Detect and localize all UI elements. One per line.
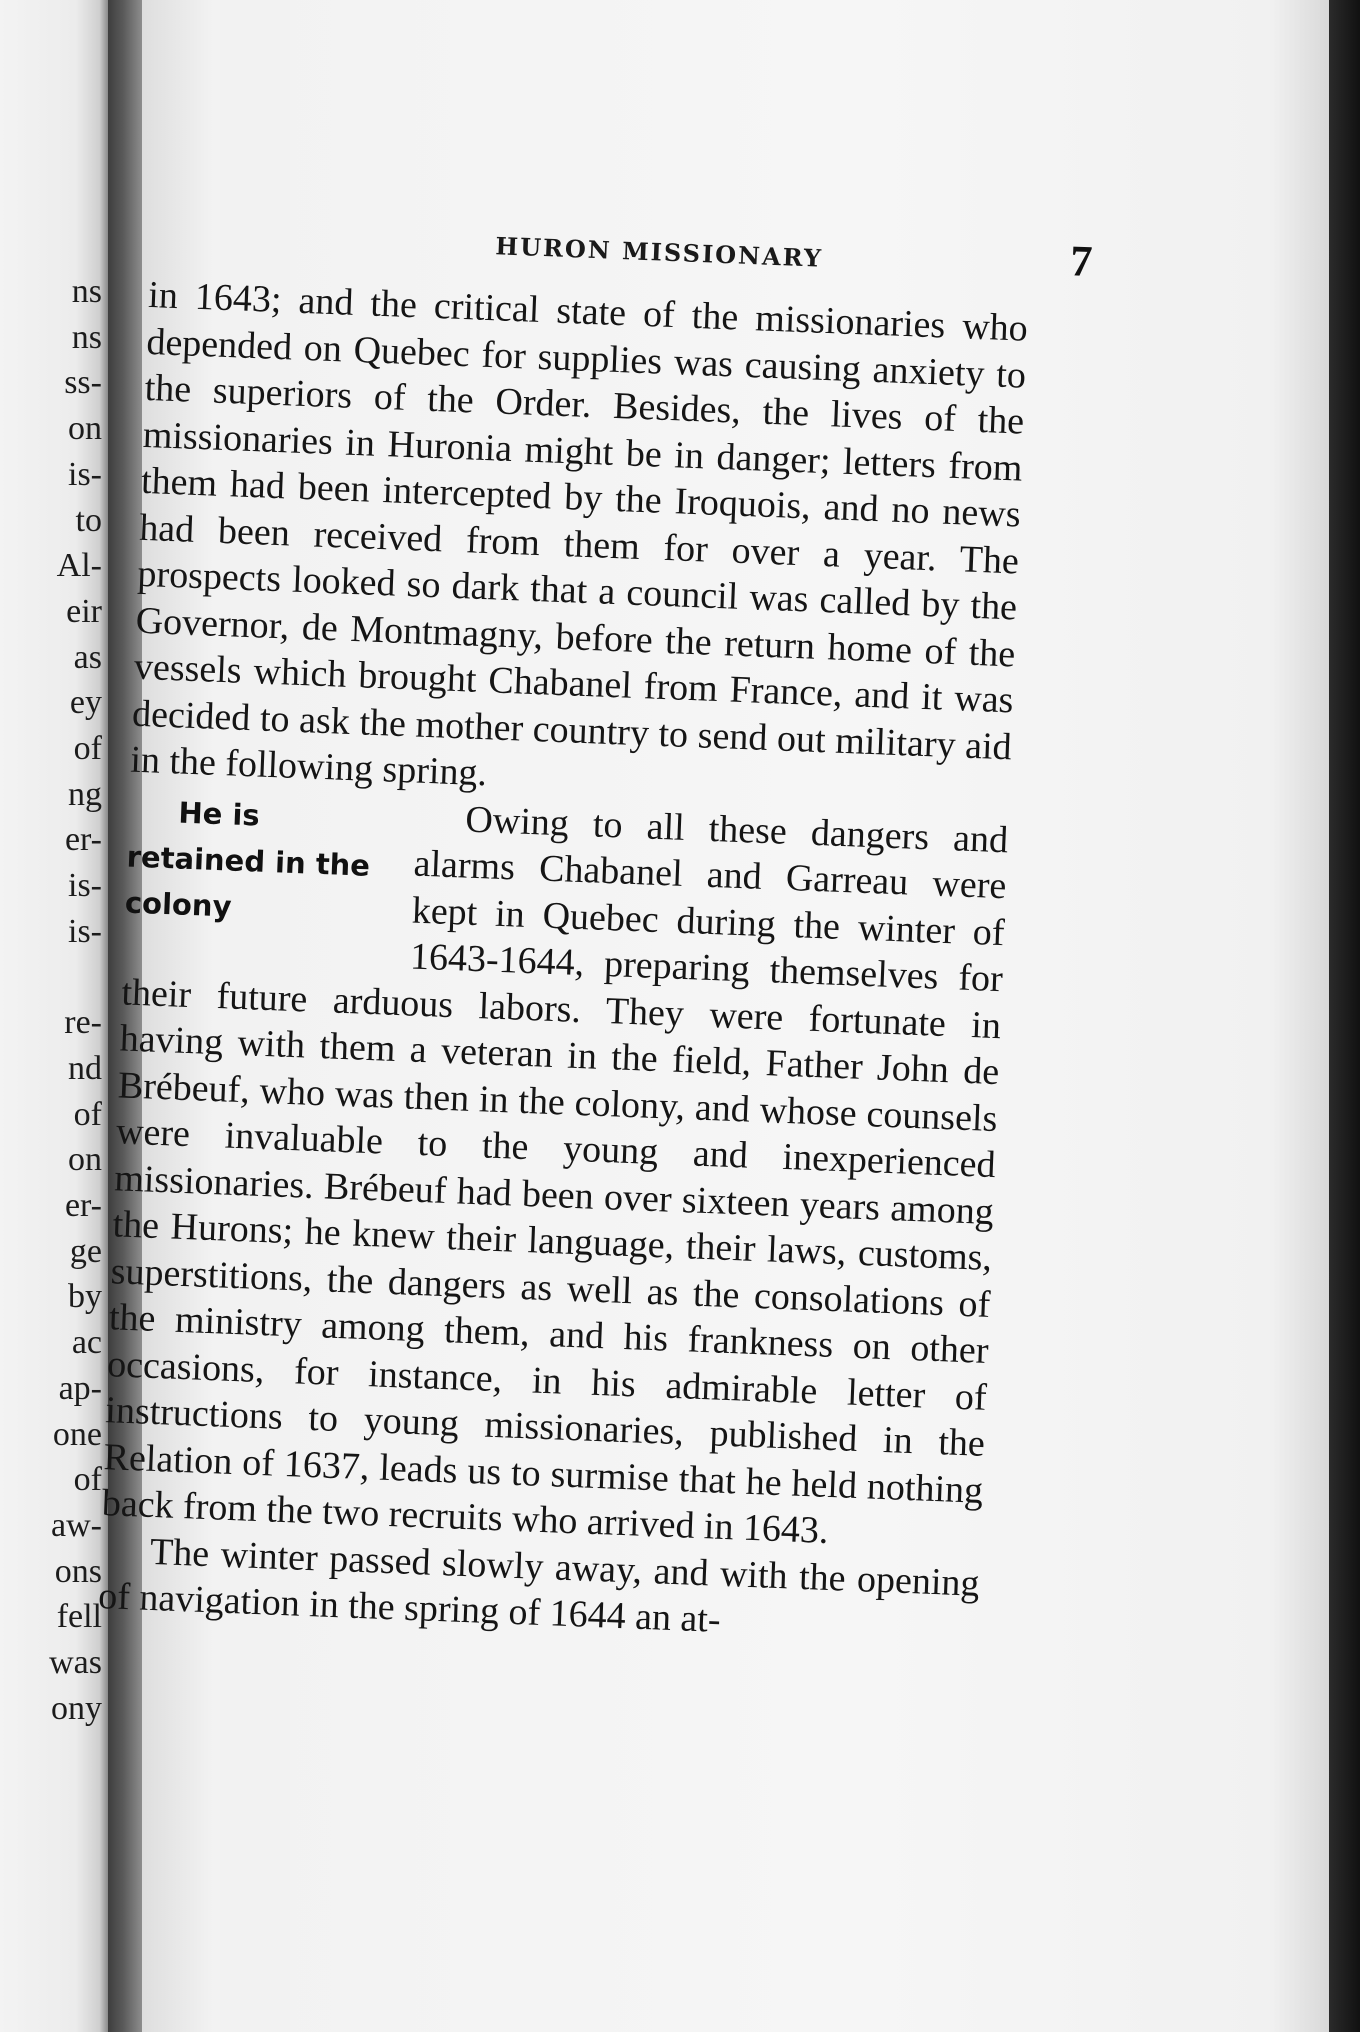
running-head: HURON MISSIONARY	[494, 231, 824, 273]
facing-page-line: is-	[68, 912, 102, 950]
facing-page-line: Al-	[56, 547, 102, 585]
page-edge-shadow	[1329, 0, 1360, 2032]
page-body	[97, 272, 1028, 1653]
sidenote: He is retained in the colony	[124, 794, 371, 924]
page-number: 7	[1069, 236, 1094, 287]
facing-page-fragment	[0, 0, 108, 2032]
facing-page-line: eir	[66, 592, 102, 630]
facing-page-line: was	[49, 1644, 102, 1681]
facing-page-line: ap-	[58, 1369, 102, 1407]
facing-page-line: ng	[68, 775, 102, 813]
facing-page-line: ge	[69, 1232, 102, 1270]
facing-page-line: ey	[69, 684, 102, 722]
book-page	[97, 0, 1329, 2032]
facing-page-line: by	[68, 1278, 102, 1316]
facing-page-line: re-	[64, 1004, 102, 1042]
facing-page-line: to	[75, 501, 102, 539]
facing-page-line: on	[68, 410, 102, 448]
facing-page-line: ns	[71, 318, 102, 356]
paragraph-2	[101, 783, 1009, 1560]
facing-page-line: on	[68, 1141, 102, 1179]
paragraph-1: in 1643; and the critical state of the missionaries who depended on Quebec for supplies was causing anxiety to the superiors of the Order. Besides, the lives of the missionaries in Huronia might be in danger; letters from them had been intercepted by the Iroquois, and no news had been received from them for over a year. The prospects looked so dark that a council was called by the Governor, de Montmagny, before the return home of the vessels which brought Chabanel from France, and it was decided to ask the mother country to send out military aid in the following spring.	[129, 273, 1029, 795]
facing-page-line: ony	[51, 1689, 102, 1727]
paragraph-2-text: Owing to all these dangers and alarms Chabanel and Garreau were kept in Quebec during the winter of 1643-1644, preparing themselves for their future arduous labors. They were fortunate in having with them a veteran in the field, Father John de Brébeuf, who was then in the colony, and whose counsels were invaluable to the young and inexperienced missionaries. Brébeuf had been over sixteen years among the Hurons; he knew their language, their laws, customs, superstitions, the dangers as well as the consolations of the ministry among them, and his frankness on other occasions, for instance, in his admirable letter of instructions to young missionaries, published in the Relation of 1637, leads us to surmise that he held nothing back from the two recruits who arrived in 1643.	[101, 798, 1009, 1552]
facing-page-line: ons	[54, 1552, 102, 1590]
facing-page-line: of	[73, 730, 102, 767]
facing-page-line: is-	[68, 455, 102, 493]
facing-page-line: is-	[68, 867, 102, 905]
facing-page-line: nd	[68, 1049, 102, 1087]
facing-page-line: of	[73, 1461, 102, 1499]
page-content	[92, 200, 1094, 1793]
facing-page-line: er-	[64, 1187, 102, 1224]
facing-page-line: aw-	[51, 1506, 102, 1544]
facing-page-line: ss-	[64, 364, 102, 402]
facing-page-line: ns	[71, 273, 102, 310]
paragraph-3: The winter passed slowly away, and with the opening of navigation in the spring of 1644 an at-	[97, 1530, 981, 1641]
facing-page-line: ac	[71, 1324, 102, 1362]
facing-page-line: as	[73, 638, 102, 676]
facing-page-line: er-	[64, 821, 102, 859]
facing-page-line: fell	[56, 1598, 102, 1636]
facing-page-line: of	[73, 1095, 102, 1133]
facing-page-line: one	[52, 1415, 102, 1453]
